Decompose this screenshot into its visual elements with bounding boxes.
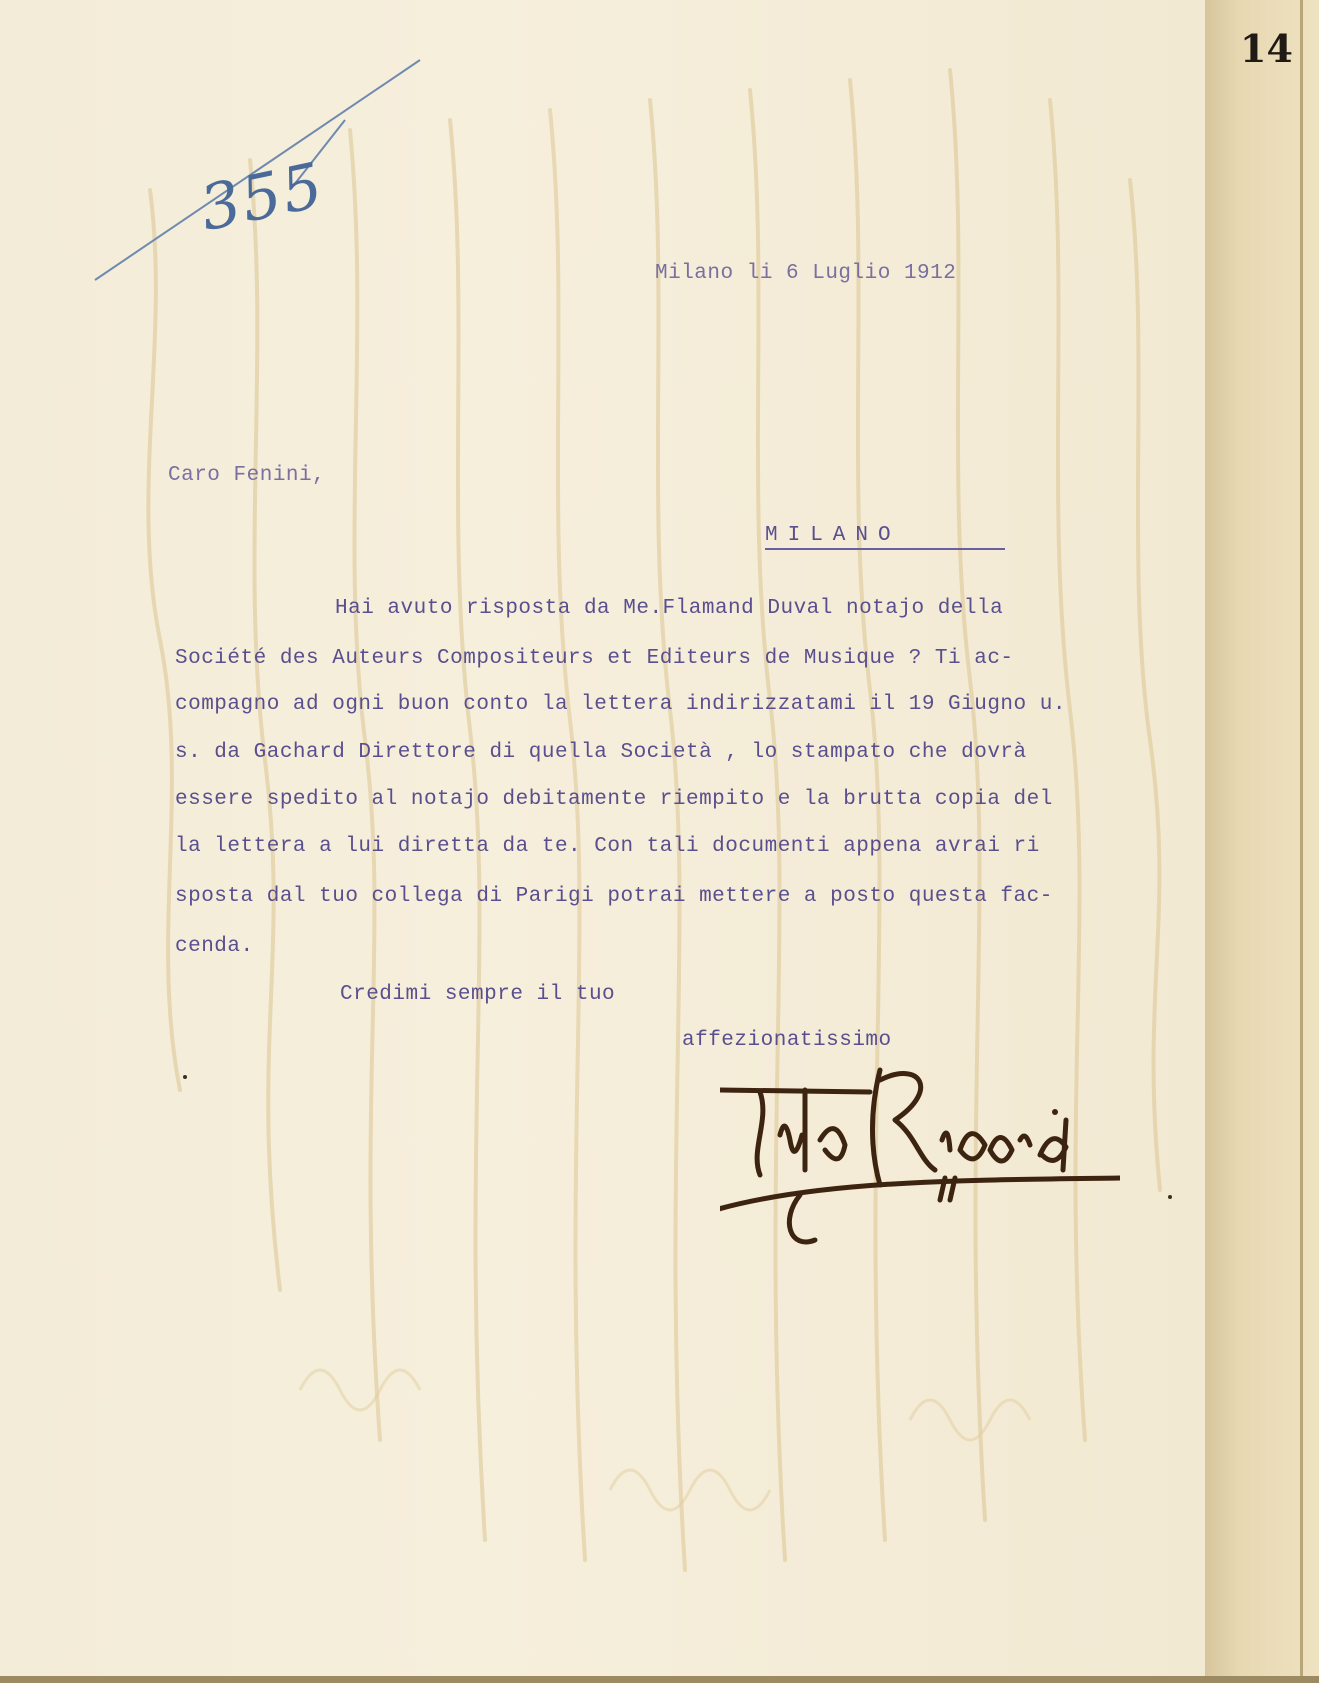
ink-speck [1168, 1195, 1172, 1199]
city-underline [765, 548, 1005, 550]
body-line: s. da Gachard Direttore di quella Società , lo stampato che dovrà [175, 741, 1027, 764]
recipient-city: MILANO [765, 524, 901, 547]
letter-date: Milano li 6 Luglio 1912 [655, 262, 957, 285]
letter-closing: Credimi sempre il tuo [340, 983, 616, 1006]
letter-greeting: Caro Fenini, [168, 464, 326, 487]
binding-edge [1300, 0, 1303, 1683]
body-line: sposta dal tuo collega di Parigi potrai mettere a posto questa fac- [175, 885, 1053, 908]
body-line: Hai avuto risposta da Me.Flamand Duval notajo della [335, 597, 1004, 620]
letter-valediction: affezionatissimo [682, 1029, 892, 1052]
archive-number: 355 [193, 147, 331, 246]
page-bottom-edge [0, 1676, 1319, 1683]
body-line: la lettera a lui diretta da te. Con tali documenti appena avrai ri [175, 835, 1040, 858]
body-line: cenda. [175, 935, 254, 958]
body-line: compagno ad ogni buon conto la lettera indirizzatami il 19 Giugno u. [175, 693, 1066, 716]
body-line: Société des Auteurs Compositeurs et Editeurs de Musique ? Ti ac- [175, 647, 1014, 670]
folio-number: 14 [1240, 26, 1293, 71]
ink-speck [183, 1075, 187, 1079]
handwritten-signature [720, 1060, 1120, 1260]
body-line: essere spedito al notajo debitamente riempito e la brutta copia del [175, 788, 1053, 811]
